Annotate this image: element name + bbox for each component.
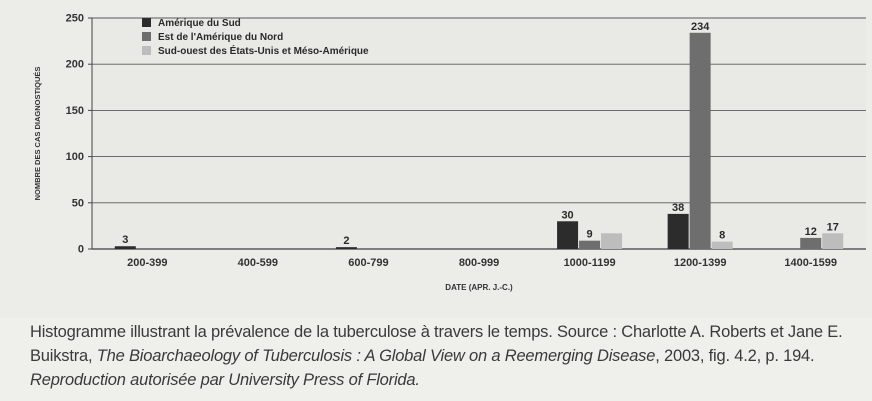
x-tick-label: 1400-1599 — [784, 257, 838, 269]
bar — [336, 247, 357, 249]
x-tick-label: 800-999 — [458, 257, 500, 269]
x-tick-label: 400-599 — [237, 257, 279, 269]
x-tick-label: 1200-1399 — [673, 257, 727, 269]
y-tick-label: 200 — [65, 58, 84, 71]
y-tick-label: 100 — [65, 151, 84, 164]
x-tick-label: 600-799 — [348, 257, 389, 269]
y-axis-title: NOMBRE DES CAS DIAGNOSTIQUÉS — [33, 66, 42, 201]
caption-credit: Reproduction autorisée par University Press of Florida. — [30, 371, 420, 389]
x-tick-label: 1000-1199 — [563, 257, 616, 269]
bar — [822, 233, 843, 249]
legend-swatch — [142, 32, 151, 41]
data-label: 38 — [672, 201, 685, 214]
x-axis-title: DATE (APR. J.-C.) — [445, 283, 513, 292]
legend-label: Sud-ouest des États-Unis et Méso-Amérique — [158, 46, 369, 57]
data-label: 30 — [561, 209, 574, 222]
y-tick-label: 250 — [65, 12, 84, 25]
bar — [690, 33, 711, 249]
data-label: 12 — [804, 225, 817, 238]
bar — [115, 246, 136, 249]
figure-caption — [30, 320, 868, 392]
y-tick-label: 150 — [65, 104, 84, 117]
data-label: 8 — [719, 229, 726, 242]
legend-label: Est de l'Amérique du Nord — [158, 32, 284, 43]
bar — [668, 214, 689, 249]
data-label: 234 — [690, 20, 710, 33]
caption-book-title: The Bioarchaeology of Tuberculosis : A Global View on a Reemerging Disease — [96, 347, 656, 365]
data-label: 17 — [826, 221, 839, 234]
y-tick-label: 50 — [71, 197, 84, 210]
data-label: 2 — [343, 235, 350, 248]
bar — [601, 233, 622, 249]
legend-swatch — [142, 46, 151, 55]
bar — [557, 221, 578, 249]
y-tick-label: 0 — [77, 243, 84, 256]
bar — [712, 242, 733, 249]
x-tick-label: 200-399 — [127, 257, 168, 269]
caption-text: Histogramme illustrant la prévalence de la tuberculose à travers le temps. Source : Charlotte A. Roberts et Jane E. Buikstra, — [30, 323, 843, 365]
bar — [800, 238, 821, 249]
data-label: 9 — [586, 228, 593, 241]
legend-swatch — [142, 18, 151, 27]
bar — [579, 241, 600, 249]
legend-label: Amérique du Sud — [158, 18, 241, 29]
data-label: 3 — [122, 234, 129, 247]
caption-citation: , 2003, fig. 4.2, p. 194. — [655, 347, 815, 365]
